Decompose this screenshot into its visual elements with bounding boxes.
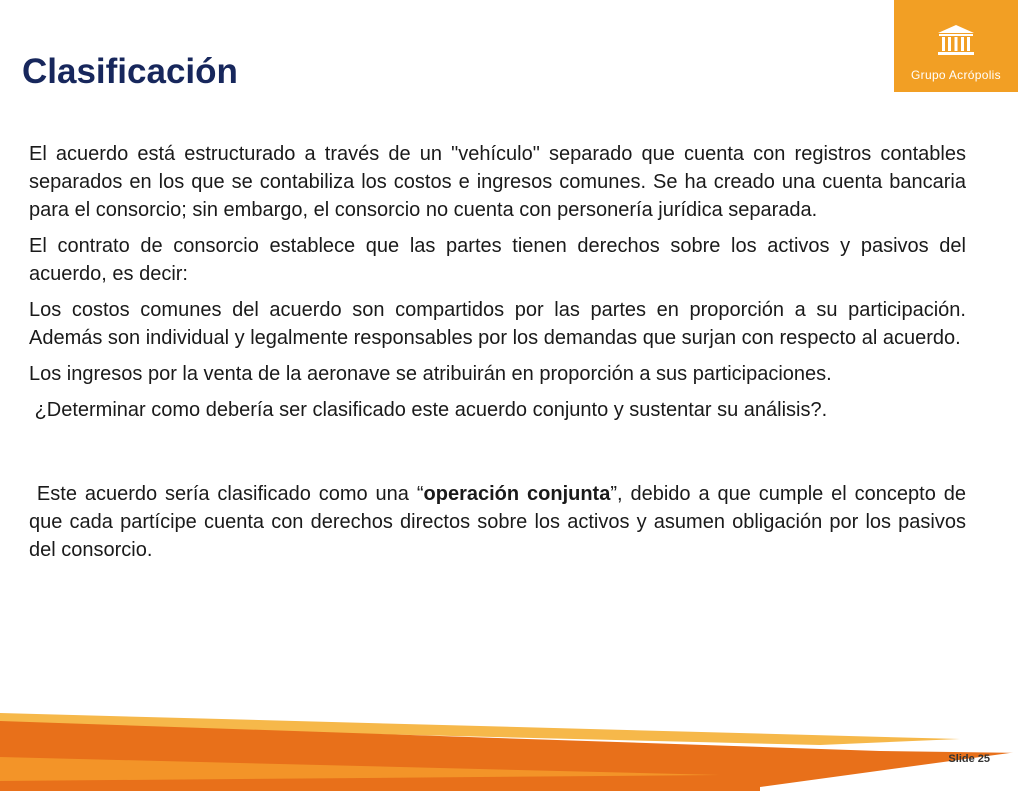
answer-before: Este acuerdo sería clasificado como una “ [36, 483, 424, 505]
slide-number: Slide 25 [948, 753, 990, 765]
question-text [29, 396, 966, 424]
slide-title: Clasificación [22, 52, 238, 91]
paragraph-contract: El contrato de consorcio establece que las partes tienen derechos sobre los activos y pasivos del acuerdo, es decir: [29, 235, 966, 285]
answer-after: ”, debido a que cumple el concepto de que cada partícipe cuenta con derechos directos sobre los activos y asumen obligación por los pasivos del consorcio. [29, 483, 966, 561]
logo-text: Grupo Acrópolis [911, 68, 1001, 82]
answer-highlight: operación conjunta [423, 483, 611, 505]
paragraph-costs: Los costos comunes del acuerdo son compartidos por las partes en proporción a su participación. Además son individual y legalmente responsables por los demandas que surjan con respecto al acuerdo. [29, 299, 966, 349]
slide-body [29, 140, 966, 572]
answer-paragraph [29, 480, 966, 564]
company-logo [894, 0, 1018, 92]
decorative-bands [0, 695, 1024, 791]
temple-icon [936, 24, 976, 58]
question-label: ¿Determinar como debería ser clasificado este acuerdo conjunto y sustentar su análisis?. [34, 399, 828, 421]
paragraph-income: Los ingresos por la venta de la aeronave se atribuirán en proporción a sus participaciones. [29, 363, 832, 385]
paragraph-structure: El acuerdo está estructurado a través de un "vehículo" separado que cuenta con registros contables separados en los que se contabiliza los costos e ingresos comunes. Se ha creado una cuenta bancaria para el consorcio; sin embargo, el consorcio no cuenta con personería jurídica separada. [29, 143, 966, 221]
